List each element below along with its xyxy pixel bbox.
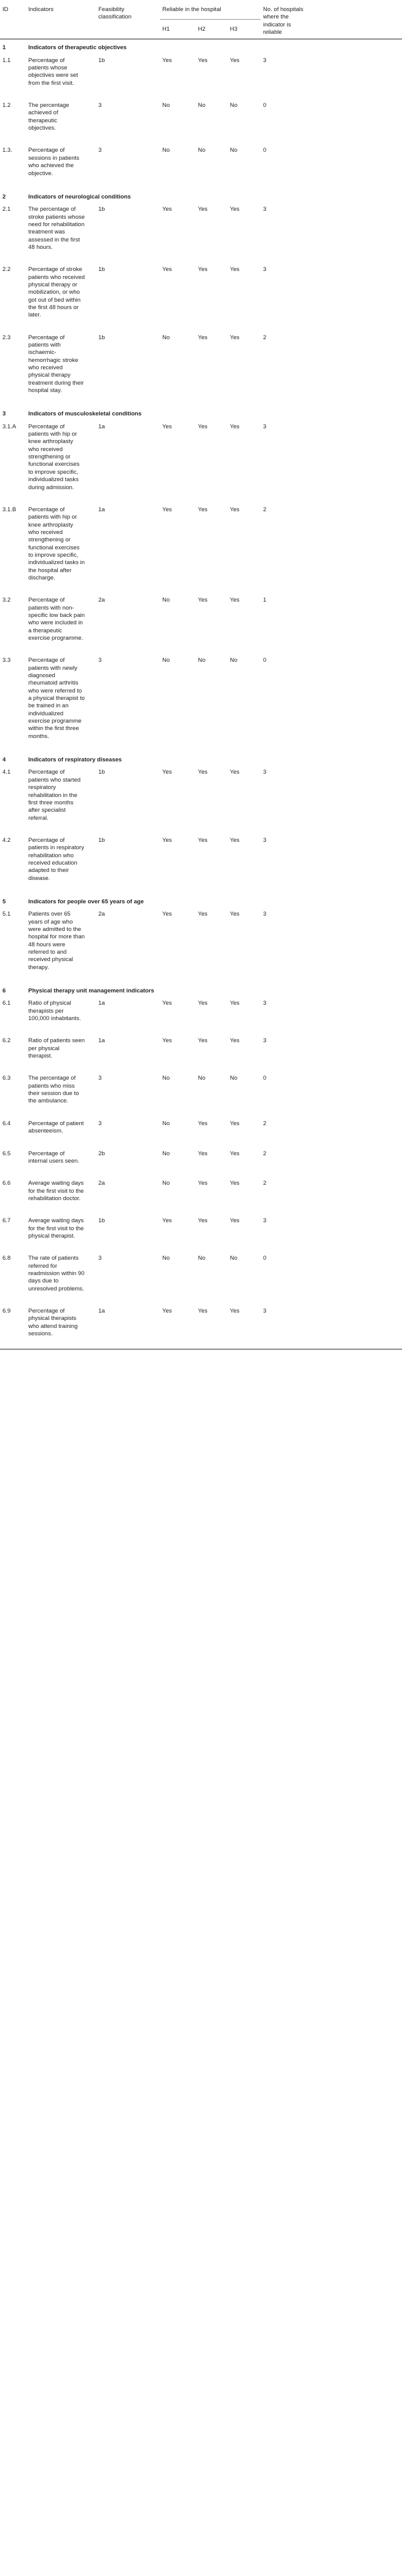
row-indicator	[26, 1034, 96, 1071]
row-count: 0	[263, 102, 267, 109]
row-count: 3	[263, 423, 267, 430]
row-h1: Yes	[160, 1304, 195, 1349]
row-count: 2	[263, 506, 267, 513]
row-h1: Yes	[162, 1217, 172, 1225]
row-indicator	[26, 262, 96, 330]
section-id: 3	[2, 410, 6, 418]
row-h3: Yes	[230, 769, 240, 776]
table-header	[0, 2, 402, 39]
row-h2: Yes	[198, 769, 208, 776]
row-id: 1.3.	[2, 147, 12, 154]
row-feasibility: 2a	[98, 1180, 105, 1187]
row-feasibility: 3	[98, 1120, 102, 1127]
row-indicator-text: Ratio of physical therapists per 100,000 inhabitants.	[28, 1000, 81, 1023]
row-indicator	[26, 593, 96, 653]
row-id: 4.1	[2, 769, 11, 776]
table-row	[0, 1251, 402, 1304]
table-row	[0, 593, 402, 653]
row-h1: No	[162, 1180, 170, 1187]
header-feasibility: Feasibility classification	[96, 2, 160, 39]
section-header-row	[0, 406, 402, 419]
row-indicator-text: Percentage of patients in respiratory rehabilitation who received education adapted to their disease.	[28, 836, 84, 882]
row-h1: Yes	[162, 266, 172, 273]
section-id: 5	[2, 898, 6, 905]
row-indicator-text: The percentage of patients who miss their session due to the ambulance.	[28, 1075, 79, 1105]
row-indicator-text: The percentage of stroke patients whose need for rehabilitation treatment was assessed in the first 48 hours.	[28, 206, 85, 251]
row-indicator	[26, 1214, 96, 1251]
row-indicator	[26, 907, 96, 983]
row-count: 3	[263, 911, 267, 918]
row-feasibility: 1b	[98, 266, 105, 273]
row-indicator-text: Average waiting days for the first visit to the rehabilitation doctor.	[28, 1180, 84, 1202]
row-id: 6.8	[2, 1255, 11, 1262]
row-h2: Yes	[198, 1037, 208, 1045]
row-indicator	[26, 833, 96, 893]
row-h1: Yes	[162, 57, 172, 64]
row-feasibility: 1b	[98, 1217, 105, 1225]
row-indicator-text: Percentage of physical therapists who attend training sessions.	[28, 1307, 78, 1337]
header-h3: H3	[227, 19, 261, 39]
row-feasibility: 3	[98, 1255, 102, 1262]
row-count: 2	[263, 1180, 267, 1187]
row-feasibility: 2a	[98, 911, 105, 918]
section-header-row	[0, 893, 402, 907]
row-indicator	[26, 143, 96, 188]
row-id: 5.1	[2, 911, 11, 918]
row-indicator	[26, 202, 96, 262]
row-id: 4.2	[2, 836, 11, 844]
row-h3: Yes	[230, 836, 240, 844]
row-id: 6.9	[0, 1304, 26, 1349]
row-h1: Yes	[162, 836, 172, 844]
row-indicator-text: Average waiting days for the first visit to the physical therapist.	[28, 1217, 84, 1239]
row-indicator-text: Percentage of sessions in patients who achieved the objective.	[28, 147, 79, 177]
table-row	[0, 1071, 402, 1116]
row-indicator-text: Percentage of patient absenteeism.	[28, 1120, 84, 1135]
row-feasibility: 1a	[98, 423, 105, 430]
row-h3: Yes	[230, 266, 240, 273]
row-h2: Yes	[198, 206, 208, 213]
section-id: 4	[2, 756, 6, 764]
row-h2: Yes	[198, 1120, 208, 1127]
row-id: 3.1.A	[2, 423, 17, 430]
section-title: Indicators of musculoskeletal conditions	[28, 410, 142, 418]
row-indicator-text: The percentage achieved of therapeutic objectives.	[28, 102, 69, 132]
row-indicator-text: Ratio of patients seen per physical therapist.	[28, 1037, 85, 1060]
row-count: 3	[263, 836, 267, 844]
row-h3: No	[230, 657, 238, 664]
row-h1: No	[162, 334, 170, 341]
row-indicator	[26, 98, 96, 143]
row-count: 2	[263, 1150, 267, 1157]
row-indicator	[26, 331, 96, 406]
row-h2: Yes	[198, 57, 208, 64]
table-row	[0, 1034, 402, 1071]
row-id: 1.2	[2, 102, 11, 109]
row-h3: Yes	[230, 206, 240, 213]
row-h2: Yes	[198, 266, 208, 273]
row-indicator-text: Percentage of stroke patients who received physical therapy or mobilization, or who got out of bed within the first 48 hours or later.	[28, 266, 85, 319]
row-indicator-text: Percentage of patients with hip or knee arthroplasty who received strengthening or functional exercises to improve specific, individualized tasks in the hospital after discharge.	[28, 506, 85, 581]
section-header-row	[0, 983, 402, 996]
row-id: 2.2	[2, 266, 11, 273]
row-h3: Yes	[230, 1037, 240, 1045]
row-count: 0	[263, 1075, 267, 1082]
row-h3: No	[230, 102, 238, 109]
row-count: 0	[263, 1255, 267, 1262]
row-count: 0	[263, 147, 267, 154]
row-id: 6.6	[2, 1180, 11, 1187]
row-h1: Yes	[162, 506, 172, 513]
row-count: 1	[263, 597, 267, 604]
row-h3: Yes	[230, 1180, 240, 1187]
section-id: 6	[2, 988, 6, 995]
section-header-row	[0, 752, 402, 765]
row-count: 3	[263, 266, 267, 273]
row-feasibility: 1b	[98, 769, 105, 776]
table-body	[0, 39, 402, 1349]
row-id: 2.3	[2, 334, 11, 341]
section-header-row	[0, 189, 402, 202]
section-title: Physical therapy unit management indicators	[28, 988, 154, 995]
row-h2: Yes	[198, 597, 208, 604]
row-h3: Yes	[227, 1304, 261, 1349]
row-h2: Yes	[198, 1180, 208, 1187]
row-h2: No	[198, 1255, 206, 1262]
row-indicator	[26, 653, 96, 752]
section-title: Indicators for people over 65 years of age	[28, 898, 144, 905]
row-h2: No	[198, 657, 206, 664]
section-title: Indicators of neurological conditions	[28, 193, 131, 200]
header-indicators: Indicators	[26, 2, 96, 39]
row-indicator-text: Percentage of patients who started respiratory rehabilitation in the first three months after specialist referral.	[28, 769, 81, 822]
table-row	[0, 996, 402, 1034]
row-feasibility: 2a	[98, 597, 105, 604]
row-indicator-text: The rate of patients referred for readmission within 90 days due to unresolved problems.	[28, 1255, 85, 1292]
row-indicator-text: Percentage of patients with ischaemic-hemorrhagic stroke who received physical therapy treatment during their hospital stay.	[28, 334, 84, 395]
row-indicator	[26, 1071, 96, 1116]
row-h2: Yes	[198, 1000, 208, 1007]
table-row	[0, 1147, 402, 1177]
table-row	[0, 907, 402, 983]
row-feasibility: 1a	[96, 1304, 160, 1349]
row-h1: No	[162, 1150, 170, 1157]
row-h1: No	[162, 102, 170, 109]
row-h2: Yes	[198, 1217, 208, 1225]
row-h2: Yes	[198, 423, 208, 430]
row-feasibility: 2b	[98, 1150, 105, 1157]
row-feasibility: 3	[98, 657, 102, 664]
row-indicator	[26, 1251, 96, 1304]
row-h3: Yes	[230, 1000, 240, 1007]
row-indicator-text: Percentage of patients with newly diagnosed rheumatoid arthritis who were referred to a physical therapist to be trained in an individualized exercise programme within the first three months.	[28, 657, 85, 740]
table-row	[0, 331, 402, 406]
row-id: 6.3	[2, 1075, 11, 1082]
row-h2: Yes	[198, 506, 208, 513]
row-h3: Yes	[230, 1120, 240, 1127]
row-count: 3	[263, 1000, 267, 1007]
table-row	[0, 765, 402, 833]
row-count: 0	[263, 657, 267, 664]
table-row	[0, 53, 402, 98]
row-h3: Yes	[230, 1217, 240, 1225]
row-h1: Yes	[162, 911, 172, 918]
row-count: 2	[263, 334, 267, 341]
row-count: 3	[263, 1037, 267, 1045]
row-id: 2.1	[2, 206, 11, 213]
row-feasibility: 3	[98, 102, 102, 109]
row-feasibility: 3	[98, 1075, 102, 1082]
row-h3: No	[230, 1255, 238, 1262]
row-h3: Yes	[230, 1150, 240, 1157]
row-h1: No	[162, 597, 170, 604]
row-h3: Yes	[230, 334, 240, 341]
row-feasibility: 3	[98, 147, 102, 154]
row-indicator	[26, 996, 96, 1034]
row-count: 3	[263, 206, 267, 213]
row-id: 6.4	[2, 1120, 11, 1127]
table-row	[0, 503, 402, 593]
row-feasibility: 1a	[98, 1037, 105, 1045]
row-indicator	[26, 420, 96, 503]
row-h2: Yes	[198, 911, 208, 918]
row-h1: Yes	[162, 423, 172, 430]
row-count: 3	[261, 1304, 402, 1349]
row-id: 6.7	[2, 1217, 11, 1225]
row-h1: Yes	[162, 206, 172, 213]
row-id: 3.2	[2, 597, 11, 604]
row-h2: Yes	[198, 334, 208, 341]
row-h2: Yes	[198, 836, 208, 844]
row-indicator	[26, 1147, 96, 1177]
table-row	[0, 420, 402, 503]
row-feasibility: 1b	[98, 334, 105, 341]
row-id: 3.3	[2, 657, 11, 664]
row-indicator	[26, 1117, 96, 1147]
row-h1: No	[162, 657, 170, 664]
row-h2: No	[198, 102, 206, 109]
row-h2: Yes	[198, 1150, 208, 1157]
row-h1: Yes	[162, 1037, 172, 1045]
table-row	[0, 143, 402, 188]
row-h1: No	[162, 147, 170, 154]
row-id: 6.2	[2, 1037, 11, 1045]
table-row	[0, 1214, 402, 1251]
table-row	[0, 262, 402, 330]
row-indicator	[26, 503, 96, 593]
row-h3: No	[230, 147, 238, 154]
table-row	[0, 1176, 402, 1214]
row-h3: Yes	[230, 506, 240, 513]
row-h3: No	[230, 1075, 238, 1082]
row-h3: Yes	[230, 911, 240, 918]
row-indicator	[26, 1304, 96, 1349]
table-row	[0, 653, 402, 752]
row-h1: No	[162, 1120, 170, 1127]
row-indicator	[26, 1176, 96, 1214]
row-h2: No	[198, 1075, 206, 1082]
row-indicator-text: Percentage of patients with hip or knee arthroplasty who received strengthening or functional exercises to improve specific, individualized tasks during admission.	[28, 423, 80, 491]
row-h3: Yes	[230, 423, 240, 430]
section-header-row	[0, 39, 402, 53]
row-indicator-text: Percentage of patients with non-specific low back pain who were included in a therapeutic exercise programme.	[28, 597, 85, 642]
section-title: Indicators of respiratory diseases	[28, 756, 122, 764]
section-title: Indicators of therapeutic objectives	[28, 44, 127, 52]
row-feasibility: 1a	[98, 506, 105, 513]
header-id: ID	[0, 2, 26, 39]
row-id: 3.1.B	[2, 506, 17, 513]
section-id: 1	[2, 44, 6, 52]
header-h1: H1	[160, 19, 195, 39]
row-indicator-text: Percentage of internal users seen.	[28, 1150, 79, 1164]
row-feasibility: 1b	[98, 836, 105, 844]
table-row	[0, 833, 402, 893]
table-row	[0, 1117, 402, 1147]
header-h2: H2	[195, 19, 227, 39]
row-h2: No	[198, 147, 206, 154]
row-indicator-text: Percentage of patients whose objectives were set from the first visit.	[28, 57, 78, 87]
row-count: 3	[263, 1217, 267, 1225]
row-count: 3	[263, 57, 267, 64]
section-id: 2	[2, 193, 6, 200]
row-feasibility: 1b	[98, 206, 105, 213]
row-h3: Yes	[230, 597, 240, 604]
row-indicator-text: Patients over 65 years of age who were admitted to the hospital for more than 48 hours were referred to and received physical therapy.	[28, 911, 85, 971]
row-h1: Yes	[162, 769, 172, 776]
row-h1: No	[162, 1075, 170, 1082]
row-id: 1.1	[2, 57, 11, 64]
row-count: 3	[263, 769, 267, 776]
indicators-table	[0, 2, 402, 1349]
table-row	[0, 1304, 402, 1349]
header-reliable: Reliable in the hospital	[160, 2, 261, 19]
row-id: 6.1	[2, 1000, 11, 1007]
row-indicator	[26, 53, 96, 98]
row-h3: Yes	[230, 57, 240, 64]
table-row	[0, 202, 402, 262]
table-row	[0, 98, 402, 143]
row-feasibility: 1a	[98, 1000, 105, 1007]
row-h2: Yes	[195, 1304, 227, 1349]
header-no-hospitals: No. of hospitals where the indicator is reliable	[261, 2, 402, 39]
row-h1: No	[162, 1255, 170, 1262]
row-h1: Yes	[162, 1000, 172, 1007]
row-count: 2	[263, 1120, 267, 1127]
row-feasibility: 1b	[98, 57, 105, 64]
row-indicator	[26, 765, 96, 833]
row-id: 6.5	[2, 1150, 11, 1157]
